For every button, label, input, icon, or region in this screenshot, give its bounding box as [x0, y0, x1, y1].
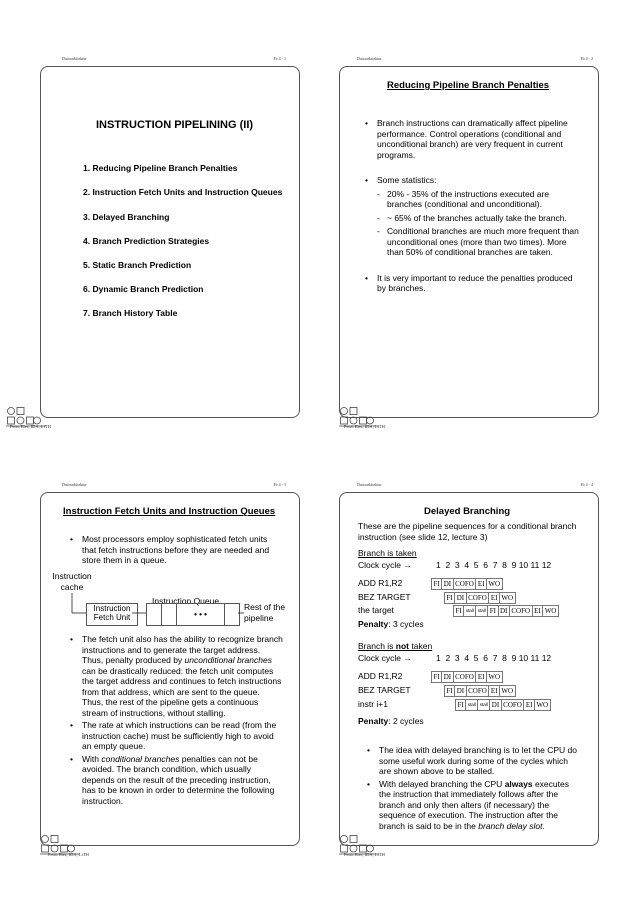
heading-part: not	[395, 641, 410, 651]
heading-part: Branch is	[358, 641, 396, 651]
bullet-item	[367, 745, 582, 777]
bullet-text: Branch instructions can dramatically affect pipeline performance. Control operations (conditional and unconditional branch) are very frequent in current programs.	[377, 118, 568, 160]
pipeline-row	[444, 685, 516, 697]
stage-fi: FI	[488, 606, 498, 616]
stat-item: - 20% - 35% of the instructions executed are branches (conditional and unconditional).	[377, 189, 580, 210]
cycle-numbers: 1 2 3 4 5 6 7 8 9 10 11 12	[436, 560, 552, 570]
instr-label: instr i+1	[358, 699, 388, 709]
stat-item: - ~ 65% of the branches actually take the branch.	[377, 213, 580, 224]
bullet-text: penalties can not be avoided. The branch condition, which usually depends on the result of the preceding instruction, has to be known in order to determine the following instruction.	[82, 753, 275, 806]
slide-header-page: Fö 4 - 4	[580, 482, 593, 487]
stage-di: DI	[455, 593, 466, 603]
instruction-cache-label: Instruction cache	[52, 571, 92, 592]
slide-title: Delayed Branching	[424, 506, 511, 517]
instr-label: ADD R1,R2	[358, 578, 403, 588]
bullet-item	[70, 720, 283, 752]
bullet-text: Most processors employ sophisticated fetch units that fetch instructions before they are needed and store them in a queue.	[82, 534, 270, 565]
slide-header-course: Datorarkitektur	[62, 482, 87, 487]
slide-4	[319, 452, 638, 903]
cycle-numbers: 1 2 3 4 5 6 7 8 9 10 11 12	[436, 653, 552, 663]
bullet-text: can be drastically reduced: the fetch unit computes the target address and continues to fetch instructions from that address, which are sent to the queue. Thus, the rest of the pipeline gets a continuous stream of instructions, without stalling.	[82, 665, 282, 718]
toc-item: 6. Dynamic Branch Prediction	[83, 284, 204, 294]
slide-footer: Petru Eles, IDA, LiTH	[48, 852, 89, 857]
stage-di: DI	[455, 686, 466, 696]
toc-item: 2. Instruction Fetch Units and Instruction Queues	[83, 187, 283, 197]
stage-fi: FI	[445, 686, 455, 696]
slide-1	[0, 0, 319, 451]
stage-cofo: COFO	[454, 579, 477, 589]
pipeline-row	[455, 699, 551, 711]
clock-cycle-label: Clock cycle →	[358, 653, 412, 663]
instr-label: BEZ TARGET	[358, 592, 411, 602]
bullet-item	[70, 754, 283, 807]
pipeline-row	[444, 592, 516, 604]
branch-not-taken-heading	[358, 641, 432, 652]
emphasis-text: conditional branches	[101, 753, 180, 764]
stage-wo: WO	[536, 701, 549, 709]
pipeline-row	[453, 605, 559, 617]
stage-wo: WO	[488, 673, 501, 681]
stage-cofo: COFO	[502, 700, 525, 710]
instr-label: ADD R1,R2	[358, 671, 403, 681]
stage-cofo: COFO	[510, 606, 533, 616]
slide-header-page: Fö 4 - 1	[273, 56, 286, 61]
slide-footer: Petru Eles, IDA, LiTH	[344, 852, 385, 857]
stage-ei: EI	[524, 700, 535, 710]
stage-stall: stall	[478, 700, 490, 710]
stage-cofo: COFO	[467, 686, 490, 696]
stage-di: DI	[499, 606, 510, 616]
heading-part: taken	[409, 641, 433, 651]
diagram-arrows	[0, 582, 320, 642]
stage-wo: WO	[501, 687, 514, 695]
stage-fi: FI	[432, 579, 442, 589]
penalty-label: Penalty	[358, 716, 389, 726]
penalty-value: : 2 cycles	[388, 716, 424, 726]
bullet-text: With delayed branching the CPU	[379, 778, 505, 789]
stage-wo: WO	[488, 580, 501, 588]
bullet-item	[365, 175, 580, 258]
stage-fi: FI	[432, 672, 442, 682]
slide-3	[0, 452, 319, 903]
stage-ei: EI	[476, 672, 487, 682]
bullet-text: The idea with delayed branching is to let the CPU do some useful work during some of the cycles which are shown above to be stalled.	[379, 745, 577, 776]
stage-ei: EI	[489, 593, 500, 603]
bullet-text: executes the instruction that immediately follows after the branch and only then alters (if necessary) the sequence of execution. The instruction after the branch is said to be in the	[379, 778, 569, 831]
emphasis-text: branch delay slot.	[478, 820, 545, 831]
pipeline-row	[431, 578, 503, 590]
stage-fi: FI	[456, 700, 466, 710]
toc-item: 3. Delayed Branching	[83, 212, 170, 222]
slide-header-course: Datorarkitektur	[62, 56, 87, 61]
instr-label: the target	[358, 605, 394, 615]
queue-dots: • • •	[194, 610, 207, 619]
slide-header-page: Fö 4 - 3	[273, 482, 286, 487]
stage-stall: stall	[476, 606, 488, 616]
bullet-text: The fetch unit also has the ability to recognize branch instructions and to generate the target address. Thus, penalty produced by	[82, 634, 283, 665]
slide-header-course: Datorarkitektur	[357, 482, 382, 487]
stats-list	[377, 189, 580, 258]
instruction-queue-label: Instruction Queue	[152, 596, 220, 606]
slide-footer: Petru Eles, IDA, LiTH	[344, 424, 385, 429]
slide-title: INSTRUCTION PIPELINING (II)	[96, 119, 254, 131]
stage-cofo: COFO	[454, 672, 477, 682]
bullet-item	[365, 273, 580, 294]
stage-di: DI	[490, 700, 501, 710]
slide-2	[319, 0, 638, 451]
stage-stall: stall	[466, 700, 478, 710]
bullet-text: With	[82, 753, 102, 764]
stage-ei: EI	[533, 606, 544, 616]
bullet-list	[365, 118, 580, 301]
toc-item: 4. Branch Prediction Strategies	[83, 236, 210, 246]
slide-header-page: Fö 4 - 2	[580, 56, 593, 61]
bullet-list	[70, 634, 283, 813]
stage-wo: WO	[544, 607, 557, 615]
bullet-item	[70, 534, 275, 566]
branch-taken-heading: Branch is taken	[358, 548, 417, 558]
pipeline-row	[431, 671, 503, 683]
bullet-text: Some statistics:	[377, 175, 437, 185]
stage-wo: WO	[501, 594, 514, 602]
bullet-item	[367, 779, 582, 832]
stage-fi: FI	[445, 593, 455, 603]
slide-header-course: Datorarkitektur	[357, 56, 382, 61]
stage-di: DI	[442, 672, 453, 682]
intro-text: These are the pipeline sequences for a conditional branch instruction (see slide 12, lecture 3)	[358, 521, 577, 542]
slide-title: Reducing Pipeline Branch Penalties	[387, 80, 550, 91]
stage-cofo: COFO	[467, 593, 490, 603]
bold-text: always	[504, 778, 533, 789]
toc-item: 5. Static Branch Prediction	[83, 260, 192, 270]
slide-title: Instruction Fetch Units and Instruction Queues	[63, 506, 276, 517]
stat-item: - Conditional branches are much more frequent than unconditional ones (more than two times). More than 50% of conditional branches are taken.	[377, 226, 580, 258]
emphasis-text: unconditional branches	[184, 655, 272, 665]
instruction-fetch-unit-box: Instruction Fetch Unit	[86, 603, 138, 626]
rest-of-pipeline-label: Rest of the pipeline	[244, 602, 286, 623]
stage-ei: EI	[476, 579, 487, 589]
taken-penalty	[358, 619, 424, 630]
stage-fi: FI	[454, 606, 464, 616]
clock-cycle-label: Clock cycle →	[358, 560, 412, 570]
bullet-list	[367, 745, 582, 838]
penalty-label: Penalty	[358, 619, 389, 629]
stage-stall: stall	[464, 606, 476, 616]
stage-ei: EI	[489, 686, 500, 696]
bullet-text: It is very important to reduce the penalties produced by branches.	[377, 272, 573, 293]
toc-item: 7. Branch History Table	[83, 308, 178, 318]
bullet-item	[365, 118, 580, 160]
slide-footer: Petru Eles, IDA, LiTH	[10, 424, 51, 429]
not-taken-penalty	[358, 716, 424, 727]
toc-item: 1. Reducing Pipeline Branch Penalties	[83, 163, 238, 173]
bullet-item	[70, 634, 283, 718]
penalty-value: : 3 cycles	[388, 619, 424, 629]
bullet-text: The rate at which instructions can be read (from the instruction cache) must be sufficiently high to avoid an empty queue.	[82, 720, 277, 751]
instr-label: BEZ TARGET	[358, 685, 411, 695]
stage-di: DI	[442, 579, 453, 589]
bullet-list	[70, 534, 275, 573]
